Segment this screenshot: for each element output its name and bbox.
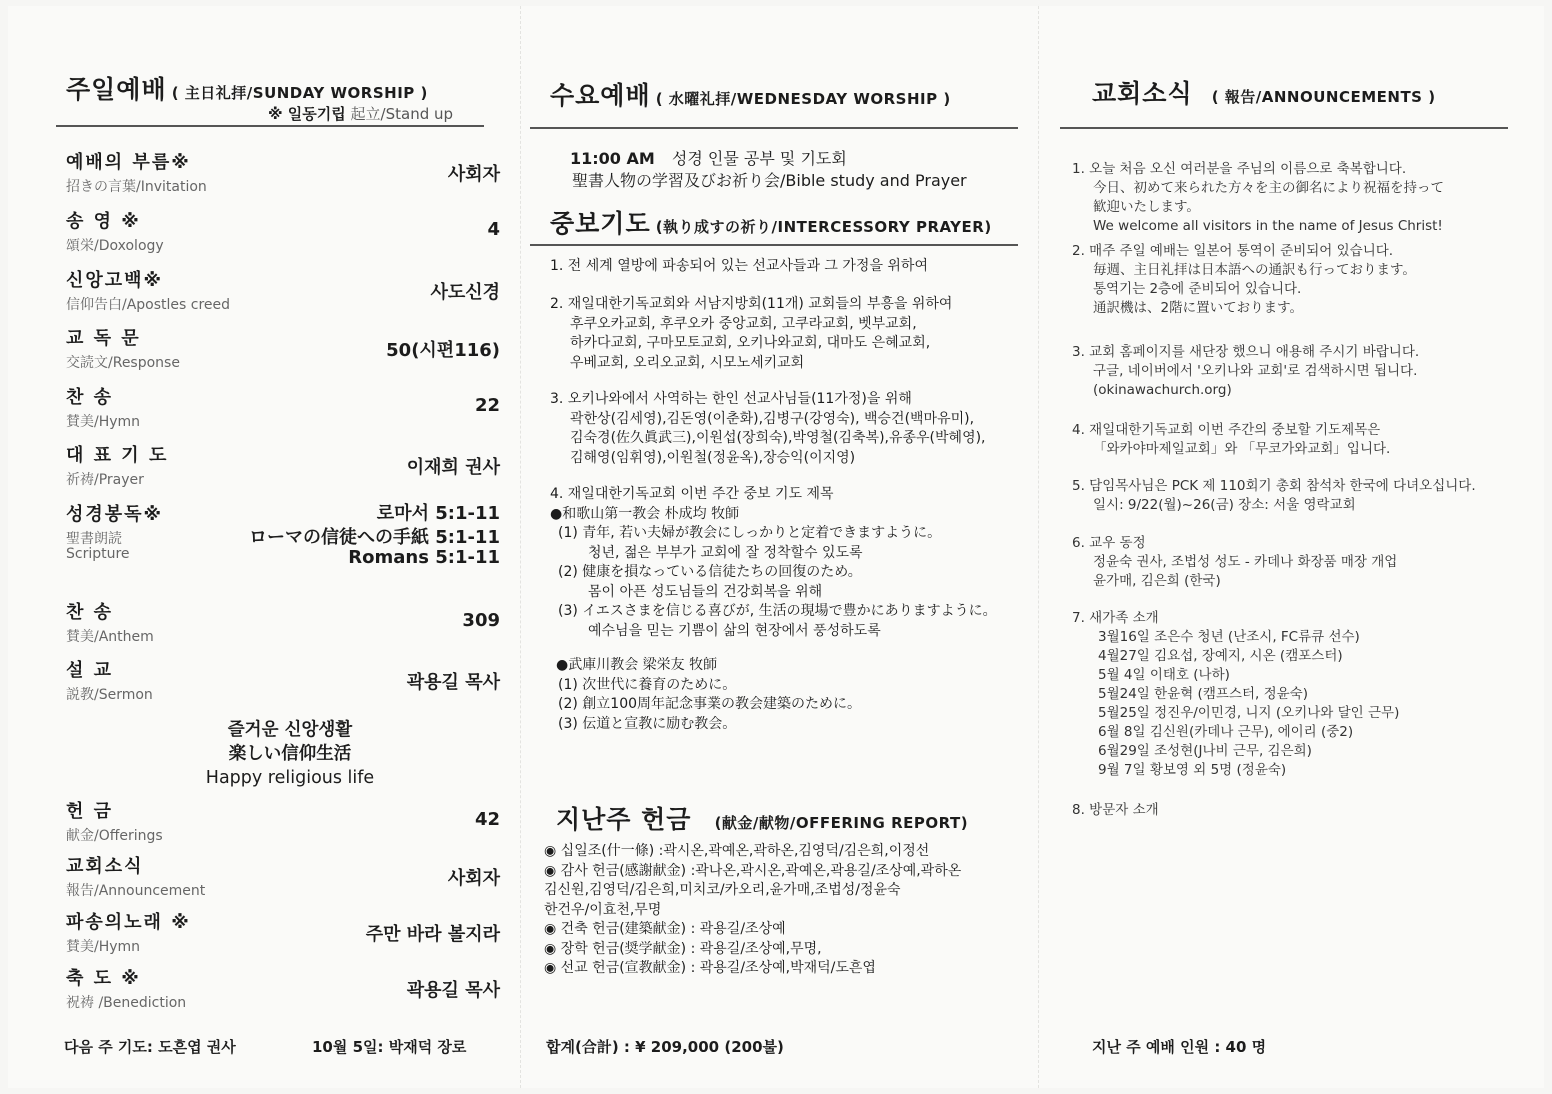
fold-line xyxy=(520,6,521,1088)
announcement-line: 「와카야마제일교회」와 「무코가와교회」입니다. xyxy=(1093,441,1391,457)
worship-item-title: 찬 송 xyxy=(66,387,114,408)
intercessory-line: 우베교회, 오리오교회, 시모노세키교회 xyxy=(570,354,805,371)
announcement-line: We welcome all visitors in the name of Jesus Christ! xyxy=(1093,218,1443,234)
announcement-line: 3. 교회 홈페이지를 새단장 했으니 애용해 주시기 바랍니다. xyxy=(1072,344,1420,360)
announcement-line: 毎週、主日礼拝は日本語への通訳も行っております。 xyxy=(1093,262,1416,278)
announcement-line: 7. 새가족 소개 xyxy=(1072,610,1159,626)
announcement-line: 6. 교우 동정 xyxy=(1072,535,1146,551)
worship-item-value: Romans 5:1-11 xyxy=(348,547,500,568)
worship-item-subtitle: 頌栄/Doxology xyxy=(66,238,164,254)
stand-note-jp: 起立/Stand up xyxy=(350,105,454,123)
announcement-line: 정윤숙 권사, 조법성 성도 - 카데나 화장품 매장 개업 xyxy=(1093,554,1398,570)
announcement-line: 5월24일 한윤혁 (캠프스터, 정윤숙) xyxy=(1098,686,1308,702)
worship-item-title: 예배의 부름※ xyxy=(66,152,191,173)
prayer-jp: (1) 青年, 若い夫婦が教会にしっかりと定着できますように。 xyxy=(558,525,942,541)
worship-item-title: 찬 송 xyxy=(66,602,114,623)
next-prayer: 다음 주 기도: 도흔엽 권사 xyxy=(64,1038,236,1056)
prayer-jp: (2) 創立100周年記念事業の教会建築のために。 xyxy=(558,696,862,712)
offering-line: ◉ 건축 헌금(建築献金) : 곽용길/조상예 xyxy=(544,921,786,937)
intercessory-item-3 xyxy=(550,390,986,468)
intercessory-line: 하카다교회, 구마모토교회, 오키나와교회, 대마도 은혜교회, xyxy=(570,335,931,351)
worship-item-title: 교회소식 xyxy=(66,856,144,877)
offering-total: 합계(合計) : ¥ 209,000 (200불) xyxy=(546,1038,784,1056)
intercessory-line: 1. 전 세계 열방에 파송되어 있는 선교사들과 그 가정을 위하여 xyxy=(550,258,928,274)
worship-item-subtitle: 招きの言葉/Invitation xyxy=(66,179,207,195)
announcement-line: 6월 8일 김신원(카데나 근무), 에이리 (중2) xyxy=(1098,724,1354,740)
worship-item-subtitle: 聖書朗読 xyxy=(66,531,122,547)
worship-item-title: 파송의노래 ※ xyxy=(66,912,191,933)
announcement-line: 5월 4일 이태호 (나하) xyxy=(1098,667,1230,683)
announcement-line: 通訳機は、2階に置いております。 xyxy=(1093,300,1304,316)
intercessory-title-ko: 중보기도 xyxy=(550,209,651,238)
intercessory-line: 3. 오키나와에서 사역하는 한인 선교사님들(11가정)을 위해 xyxy=(550,391,912,407)
offering-line: ◉ 십일조(什一條) :곽시온,곽예온,곽하온,김영덕/김은희,이정선 xyxy=(544,843,930,859)
intercessory-line: 2. 재일대한기독교회와 서남지방회(11개) 교회들의 부흥을 위하여 xyxy=(550,296,953,312)
wednesday-time-line xyxy=(570,146,847,169)
wednesday-time: 11:00 AM xyxy=(570,149,655,168)
worship-item-title: 교 독 문 xyxy=(66,328,141,349)
offering-line: 한건우/이효천,무명 xyxy=(544,901,662,918)
intercessory-church-2 xyxy=(556,656,861,734)
worship-item-value: 50(시편116) xyxy=(386,340,500,361)
stand-note xyxy=(268,103,453,124)
announcement-line: 윤가매, 김은희 (한국) xyxy=(1093,573,1221,589)
announcement-line: 4월27일 김요섭, 장예지, 시온 (캠포스터) xyxy=(1098,648,1343,664)
worship-item-title: 설 교 xyxy=(66,660,114,681)
prayer-ko: 청년, 젊은 부부가 교회에 잘 정착할수 있도록 xyxy=(588,544,863,561)
announcement-item xyxy=(1072,477,1476,515)
church-name: ●武庫川教会 梁栄友 牧師 xyxy=(556,657,718,673)
prayer-jp: (1) 次世代に養育のために。 xyxy=(558,676,737,693)
intercessory-rule xyxy=(530,244,1018,246)
worship-item-value: 309 xyxy=(462,610,500,631)
announcement-line: 2. 매주 주일 예배는 일본어 통역이 준비되어 있습니다. xyxy=(1072,243,1394,259)
announcement-item xyxy=(1072,242,1416,318)
intercessory-line: 곽한상(김세영),김돈영(이춘화),김병구(강영숙), 백승건(백마유미), xyxy=(570,410,975,427)
offering-list xyxy=(544,842,961,979)
attendance: 지난 주 예배 인원 : 40 명 xyxy=(1092,1038,1267,1056)
announcements-title-ko: 교회소식 xyxy=(1092,79,1193,108)
announcement-line: 9월 7일 황보영 외 5명 (정윤숙) xyxy=(1098,762,1287,778)
announcement-line: 5. 담임목사님은 PCK 제 110회기 총회 참석차 한국에 다녀오십니다. xyxy=(1072,478,1476,494)
announcement-item xyxy=(1072,343,1419,400)
intercessory-line: 후쿠오카교회, 후쿠오카 중앙교회, 고쿠라교회, 벳부교회, xyxy=(570,315,917,332)
announcement-item xyxy=(1072,534,1397,591)
worship-item-subtitle: 賛美/Hymn xyxy=(66,939,141,955)
offering-line: 김신원,김영덕/김은희,미치코/카오리,윤가매,조법성/정윤숙 xyxy=(544,882,901,898)
worship-item-subtitle: 賛美/Anthem xyxy=(66,629,154,645)
offering-title-ko: 지난주 헌금 xyxy=(556,805,692,834)
announcements-title xyxy=(1092,74,1436,110)
worship-item-title: 신앙고백※ xyxy=(66,270,164,291)
prayer-jp: (3) イエスさまを信じる喜びが, 生活の現場で豊かにありますように。 xyxy=(558,603,997,619)
announcement-line: 8. 방문자 소개 xyxy=(1072,802,1159,818)
wednesday-desc-jp: 聖書人物の学習及びお祈り会/Bible study and Prayer xyxy=(572,171,967,190)
intercessory-line: 4. 재일대한기독교회 이번 주간 중보 기도 제목 xyxy=(550,486,834,502)
offering-line: ◉ 장학 헌금(奨学献金) : 곽용길/조상예,무명, xyxy=(544,940,822,957)
worship-item-subtitle: 賛美/Hymn xyxy=(66,414,141,430)
announcements-rule xyxy=(1060,127,1508,129)
announcement-item xyxy=(1072,609,1399,780)
prayer-ko: 몸이 아픈 성도님들의 건강회복을 위해 xyxy=(588,583,823,600)
worship-item-subtitle: 献金/Offerings xyxy=(66,828,163,844)
worship-item-value: 곽용길 목사 xyxy=(406,672,500,693)
intercessory-item-1 xyxy=(550,257,928,277)
announcement-line: (okinawachurch.org) xyxy=(1093,382,1232,398)
worship-item-value: 곽용길 목사 xyxy=(406,980,500,1001)
church-name: ●和歌山第一教会 朴成均 牧師 xyxy=(550,505,740,522)
intercessory-item-4 xyxy=(550,485,997,641)
wednesday-title-ko: 수요예배 xyxy=(550,81,651,110)
announcement-item xyxy=(1072,421,1390,459)
worship-item-value: ローマの信徒への手紙 5:1-11 xyxy=(248,527,500,548)
intercessory-line: 김숙경(佐久眞武三),이원섭(장희숙),박영철(김축복),유종우(박혜영), xyxy=(570,430,986,446)
wednesday-rule xyxy=(530,127,1018,129)
worship-item-value: 42 xyxy=(474,809,500,830)
worship-item-value: 22 xyxy=(474,395,500,416)
intercessory-title-sub: (執り成すの祈り/INTERCESSORY PRAYER) xyxy=(655,218,992,236)
worship-item-subtitle: 説教/Sermon xyxy=(66,687,153,703)
announcement-item xyxy=(1072,801,1159,820)
wednesday-title xyxy=(550,76,951,112)
worship-item-title: 송 영 ※ xyxy=(66,211,141,232)
announcement-line: 4. 재일대한기독교회 이번 주간의 중보할 기도제목은 xyxy=(1072,422,1381,438)
worship-item-value: 사회자 xyxy=(447,164,500,185)
prayer-jp: (3) 伝道と宣教に励む教会。 xyxy=(558,715,737,732)
fold-line xyxy=(1038,6,1039,1088)
intercessory-line: 김해영(임휘영),이원철(정윤옥),장승익(이지영) xyxy=(570,449,856,466)
worship-item-title: 성경봉독※ xyxy=(66,504,164,525)
motto xyxy=(180,718,400,790)
sunday-title-ko: 주일예배 xyxy=(66,75,167,104)
worship-item-subtitle: 祈祷/Prayer xyxy=(66,472,144,488)
worship-item-subtitle: 報告/Announcement xyxy=(66,883,206,899)
announcement-line: 3월16일 조은수 청년 (난조시, FC류큐 선수) xyxy=(1098,629,1360,645)
worship-item-value: 사회자 xyxy=(447,868,500,889)
worship-item-subtitle: 信仰告白/Apostles creed xyxy=(66,297,231,313)
sunday-rule xyxy=(56,125,484,127)
worship-item-title: 대 표 기 도 xyxy=(66,445,169,466)
offering-title xyxy=(556,800,968,836)
announcement-line: 5월25일 정진우/이민경, 니지 (오키나와 달인 근무) xyxy=(1098,705,1400,721)
announcement-line: 구글, 네이버에서 '오키나와 교회'로 검색하시면 됩니다. xyxy=(1093,363,1418,379)
worship-item-subtitle: 祝祷 /Benediction xyxy=(66,995,187,1011)
announcement-line: 今日、初めて来られた方々を主の御名により祝福を持って xyxy=(1093,180,1444,196)
worship-item-value: 로마서 5:1-11 xyxy=(376,503,500,524)
motto-ko: 즐거운 신앙생활 xyxy=(227,720,353,740)
announcement-line: 통역기는 2층에 준비되어 있습니다. xyxy=(1093,281,1302,297)
worship-item-value: 4 xyxy=(487,219,500,240)
stand-note-ko: ※ 일동기립 xyxy=(268,105,346,123)
offering-line: ◉ 선교 헌금(宣教献金) : 곽용길/조상예,박재덕/도흔엽 xyxy=(544,960,876,976)
motto-jp: 楽しい信仰生活 xyxy=(228,744,352,764)
wednesday-desc-ko: 성경 인물 공부 및 기도회 xyxy=(671,149,847,168)
wednesday-title-sub: ( 水曜礼拝/WEDNESDAY WORSHIP ) xyxy=(655,90,951,108)
announcement-line: 일시: 9/22(월)~26(금) 장소: 서울 영락교회 xyxy=(1093,497,1356,513)
prayer-jp: (2) 健康を損なっている信徒たちの回復のため。 xyxy=(558,564,862,580)
worship-item-value: 주만 바라 볼지라 xyxy=(365,924,500,945)
worship-item-title: 헌 금 xyxy=(66,801,114,822)
worship-item-title: 축 도 ※ xyxy=(66,968,141,989)
motto-en: Happy religious life xyxy=(205,768,375,788)
worship-item-subtitle: Scripture xyxy=(66,546,130,562)
worship-item-value: 사도신경 xyxy=(430,282,500,303)
sunday-title-sub: ( 主日礼拝/SUNDAY WORSHIP ) xyxy=(171,84,428,102)
announcements-title-sub: ( 報告/ANNOUNCEMENTS ) xyxy=(1211,88,1436,106)
offering-title-sub: (献金/献物/OFFERING REPORT) xyxy=(714,814,969,832)
prayer-ko: 예수님을 믿는 기쁨이 삶의 현장에서 풍성하도록 xyxy=(588,622,881,639)
worship-item-value: 이재희 권사 xyxy=(406,457,500,478)
announcement-line: 1. 오늘 처음 오신 여러분을 주님의 이름으로 축복합니다. xyxy=(1072,161,1407,177)
oct-prayer: 10월 5일: 박재덕 장로 xyxy=(312,1038,467,1056)
announcement-line: 歓迎いたします。 xyxy=(1093,199,1200,215)
announcement-item xyxy=(1072,160,1444,236)
announcement-line: 6월29일 조성현(J나비 근무, 김은희) xyxy=(1098,743,1312,759)
intercessory-item-2 xyxy=(550,295,952,373)
intercessory-title xyxy=(550,204,992,240)
worship-item-subtitle: 交読文/Response xyxy=(66,355,180,371)
sunday-title xyxy=(66,70,428,106)
offering-line: ◉ 감사 헌금(感謝献金) :곽나온,곽시온,곽예온,곽용길/조상예,곽하온 xyxy=(544,862,962,879)
